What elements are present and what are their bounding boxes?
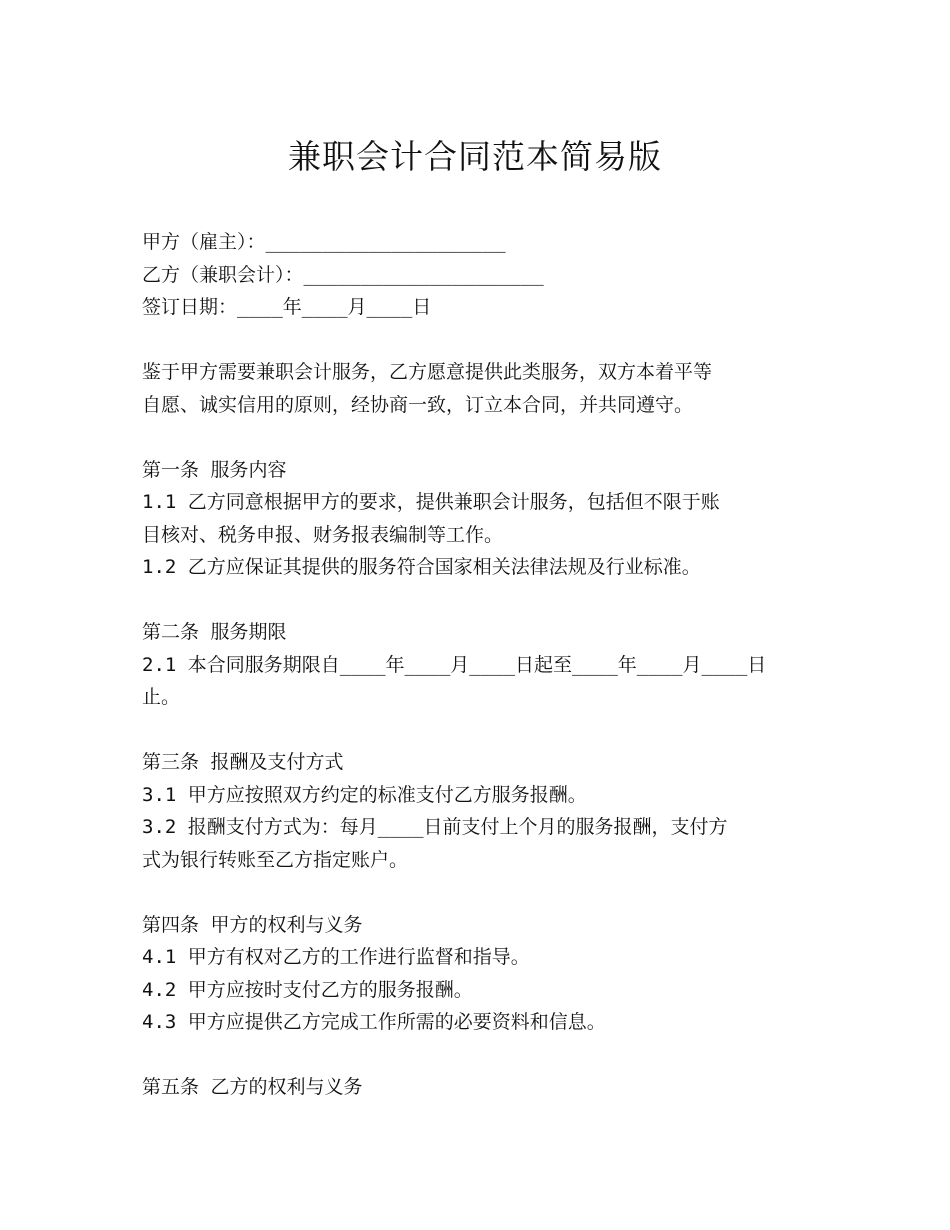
section-heading: 第四条 甲方的权利与义务 — [142, 913, 363, 936]
spacer — [142, 421, 800, 454]
party-a-line: 甲方（雇主）：_____________________ — [142, 231, 506, 253]
spacer — [142, 1039, 800, 1072]
clause-line: 目核对、税务申报、财务报表编制等工作。 — [142, 523, 504, 546]
clause-line: 4.3 甲方应提供乙方完成工作所需的必要资料和信息。 — [142, 1011, 606, 1033]
spacer — [142, 324, 800, 357]
spacer — [142, 876, 800, 909]
clause-line: 1.2 乙方应保证其提供的服务符合国家相关法律法规及行业标准。 — [142, 556, 701, 578]
party-b-line: 乙方（兼职会计）：_____________________ — [142, 263, 544, 286]
spacer — [142, 584, 800, 617]
document-title: 兼职会计合同范本简易版 — [288, 137, 662, 176]
clause-line: 3.1 甲方应按照双方约定的标准支付乙方服务报酬。 — [142, 783, 587, 806]
clause-line: 3.2 报酬支付方式为：每月____日前支付上个月的服务报酬，支付方 — [142, 816, 728, 838]
preamble-line: 鉴于甲方需要兼职会计服务，乙方愿意提供此类服务，双方本着平等 — [142, 361, 713, 383]
spacer — [142, 714, 800, 747]
clause-line: 止。 — [142, 686, 181, 708]
clause-line: 4.1 甲方有权对乙方的工作进行监督和指导。 — [142, 946, 530, 968]
section-heading: 第二条 服务期限 — [142, 621, 287, 643]
section-heading: 第五条 乙方的权利与义务 — [142, 1076, 363, 1098]
document-body — [142, 226, 800, 1104]
section-heading: 第三条 报酬及支付方式 — [142, 751, 344, 773]
clause-line: 1.1 乙方同意根据甲方的要求，提供兼职会计服务，包括但不限于账 — [142, 491, 720, 513]
preamble-line: 自愿、诚实信用的原则，经协商一致，订立本合同，并共同遵守。 — [142, 393, 694, 416]
section-heading: 第一条 服务内容 — [142, 458, 287, 481]
sign-date-line: 签订日期：____年____月____日 — [142, 296, 432, 318]
clause-line: 2.1 本合同服务期限自____年____月____日起至____年____月____日 — [142, 653, 767, 676]
clause-line: 式为银行转账至乙方指定账户。 — [142, 848, 409, 871]
clause-line: 4.2 甲方应按时支付乙方的服务报酬。 — [142, 978, 473, 1001]
